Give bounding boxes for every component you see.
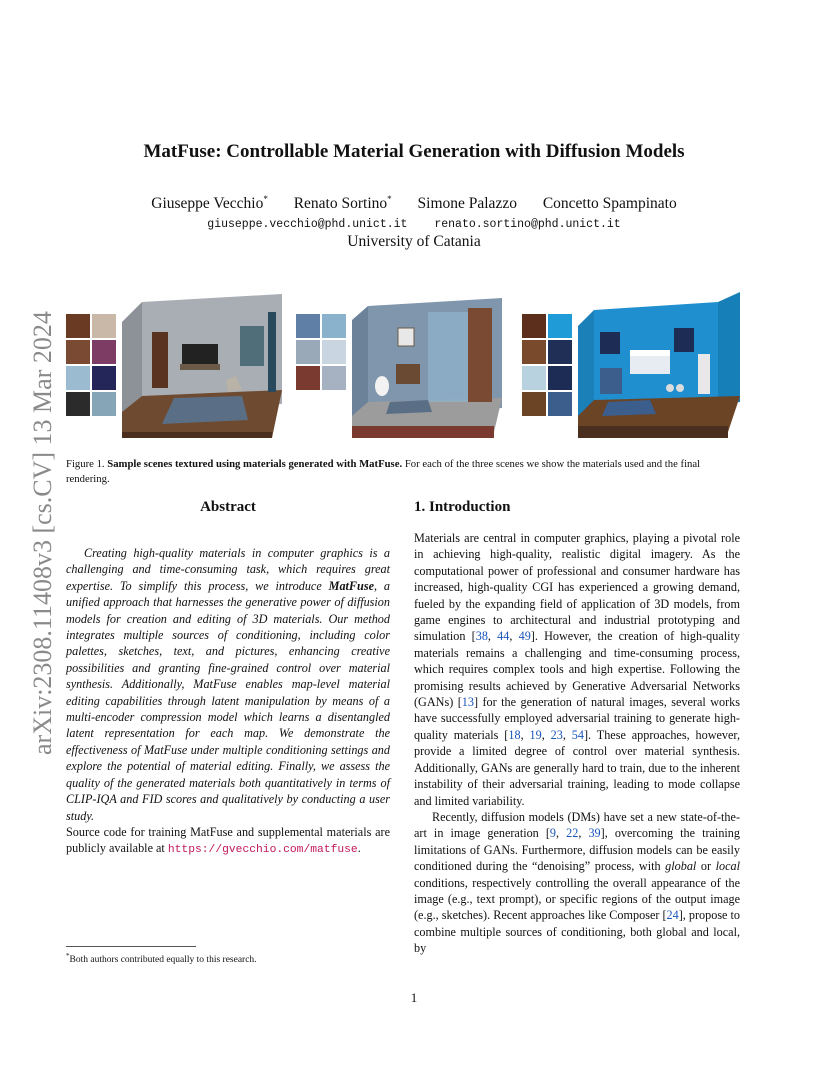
author-name: Concetto Spampinato: [542, 195, 677, 212]
figure-1: [66, 292, 740, 438]
arxiv-stamp: [21, 280, 61, 760]
material-swatch: [66, 392, 90, 416]
author-name: Simone Palazzo: [417, 195, 517, 212]
author-mark: *: [263, 194, 268, 204]
author: [418, 195, 517, 213]
material-swatch: [548, 392, 572, 416]
author: [294, 194, 392, 213]
citation-link[interactable]: 18: [508, 727, 521, 742]
scene-2-bathroom: [352, 292, 508, 438]
email-link[interactable]: giuseppe.vecchio@phd.unict.it: [207, 218, 408, 231]
caption-text: For each of the three scenes we show the materials used and the final rendering.: [66, 458, 701, 485]
intro-text: Materials are central in computer graphics, playing a pivotal role in achieving high-quality, realistic digital imagery. As the computational power of professional and consumer hardware has increased, high-quality CGI has experienced a growing demand, fueled by the expanding field of application of 3D models, from game engines to architectural and industrial prototyping and simulation [: [414, 531, 740, 644]
author-mark: *: [387, 194, 392, 204]
citation-link[interactable]: 13: [461, 695, 474, 710]
citation-link[interactable]: 54: [571, 727, 584, 742]
caption-bold: Sample scenes textured using materials generated with MatFuse.: [107, 458, 403, 470]
material-swatch: [92, 340, 116, 364]
material-swatch: [322, 314, 346, 338]
material-swatch: [66, 366, 90, 390]
paper-title: MatFuse: Controllable Material Generation with Diffusion Models: [143, 141, 685, 162]
material-swatch: [296, 314, 320, 338]
author: [543, 195, 677, 213]
affiliation: University of Catania: [347, 233, 481, 250]
intro-text: ] for the generation of natural images, several works have successfully employed adversarial training to generate high-quality materials [: [414, 695, 741, 742]
material-swatch: [522, 314, 546, 338]
intro-text: conditions, respectively controlling the overall appearance of the image (e.g., text prompt), or specific regions of the output image (e.g., sketches). Recent approaches like Composer [: [414, 875, 740, 923]
citation-link[interactable]: 23: [550, 727, 563, 742]
material-swatch: [548, 314, 572, 338]
author-emails: [0, 218, 828, 231]
footnote: [66, 952, 257, 965]
intro-text: ], overcoming the training limitations of GANs. Furthermore, diffusion models can be easily conditioned during the “denoising” process, with: [414, 826, 740, 874]
author: [151, 194, 268, 213]
intro-paragraph-1: [414, 530, 740, 809]
author-name: Giuseppe Vecchio: [151, 195, 264, 212]
citation-link[interactable]: 49: [518, 629, 531, 644]
emphasis: global: [665, 859, 697, 874]
author-name: Renato Sortino: [293, 195, 388, 212]
abstract-body: [66, 545, 390, 859]
material-swatches-scene-3: [522, 314, 572, 416]
abstract-lead: Creating high-quality materials in computer graphics is a challenging and time-consuming task, which requires great expertise. To simplify this process, we introduce: [66, 546, 390, 593]
intro-text: ,: [520, 727, 530, 742]
material-swatch: [92, 314, 116, 338]
intro-text: or: [696, 859, 716, 874]
material-swatch: [322, 366, 346, 390]
material-swatch: [92, 366, 116, 390]
material-swatches-scene-2: [296, 314, 346, 390]
material-swatch: [548, 340, 572, 364]
intro-text: ]. These approaches, however, provide a limited degree of control over material synthesis. Additionally, GANs are generally hard to train, due to the inherent instability of their adversarial training, leading to mode collapse and limited variability.: [414, 727, 741, 808]
citation-link[interactable]: 38: [475, 629, 488, 644]
intro-text: ,: [578, 826, 589, 841]
source-end: .: [357, 841, 361, 856]
material-swatch: [296, 340, 320, 364]
citation-link[interactable]: 39: [588, 826, 601, 841]
intro-text: ,: [509, 629, 519, 644]
project-link[interactable]: https://gvecchio.com/matfuse: [167, 844, 358, 857]
intro-text: Recently, diffusion models (DMs) have set a new state-of-the-art in image generation [: [414, 809, 740, 841]
citation-link[interactable]: 44: [497, 629, 510, 644]
intro-heading: 1. Introduction: [414, 499, 511, 515]
material-swatches-scene-1: [66, 314, 116, 416]
scene-3-bedroom: [578, 292, 740, 438]
material-swatch: [548, 366, 572, 390]
material-swatch: [322, 340, 346, 364]
abstract-text: , a unified approach that harnesses the generative power of diffusion models for creation and editing of 3D materials. Our method integrates multiple sources of conditioning, including color palettes, sketches, text, and pictures, enhancing creative possibilities and granting fine-grained control over material synthesis. Additionally, MatFuse enables map-level material editing capabilities through latent manipulation by means of a multi-encoder compression model which learns a disentangled latent representation for each map. We demonstrate the effectiveness of MatFuse under multiple conditioning settings and explore the potential of material editing. Finally, we assess the quality of the generated materials both quantitatively in terms of CLIP-IQA and FID scores and qualitatively by conducting a user study.: [66, 578, 390, 823]
emphasis: local: [715, 859, 740, 874]
citation-link[interactable]: 24: [666, 908, 679, 923]
intro-paragraph-2: [414, 809, 740, 957]
intro-text: ,: [556, 826, 567, 841]
intro-text: ]. However, the creation of high-quality materials remains a challenging and time-consuming process, which requires complex tools and high expertise. Following the promising results achieved by Generative Adversarial Networks (GANs) [: [414, 629, 740, 710]
citation-link[interactable]: 19: [529, 727, 542, 742]
author-list: [0, 194, 828, 213]
source-text: Source code for training MatFuse and supplemental materials are publicly available at: [66, 824, 390, 856]
citation-link[interactable]: 22: [566, 826, 579, 841]
arxiv-stamp-svg: [21, 280, 61, 760]
intro-body: [414, 530, 740, 957]
footnote-mark: *: [66, 952, 70, 960]
material-swatch: [66, 314, 90, 338]
abstract-paragraph: [66, 545, 390, 824]
material-swatch: [522, 366, 546, 390]
citation-link[interactable]: 9: [549, 826, 557, 841]
material-swatch: [296, 366, 320, 390]
intro-text: ], propose to combine multiple sources of conditioning, both global and local, by: [414, 908, 741, 956]
material-swatch: [92, 392, 116, 416]
source-code-note: [66, 824, 390, 859]
intro-text: ,: [562, 727, 572, 742]
caption-label: Figure 1.: [66, 458, 105, 470]
material-swatch: [522, 392, 546, 416]
scene-1-living-room: [122, 292, 284, 438]
material-swatch: [522, 340, 546, 364]
method-name: MatFuse: [328, 578, 374, 593]
footnote-rule: [66, 946, 196, 947]
footnote-text: Both authors contributed equally to this research.: [69, 955, 257, 965]
intro-text: ,: [487, 629, 498, 644]
intro-text: ,: [541, 727, 551, 742]
material-swatch: [66, 340, 90, 364]
figure-caption: [66, 457, 740, 487]
abstract-heading: Abstract: [200, 499, 256, 515]
page-number: 1: [410, 990, 418, 1005]
email-link[interactable]: renato.sortino@phd.unict.it: [434, 218, 621, 231]
arxiv-stamp-text: arXiv:2308.11408v3 [cs.CV] 13 Mar 2024: [28, 311, 57, 755]
